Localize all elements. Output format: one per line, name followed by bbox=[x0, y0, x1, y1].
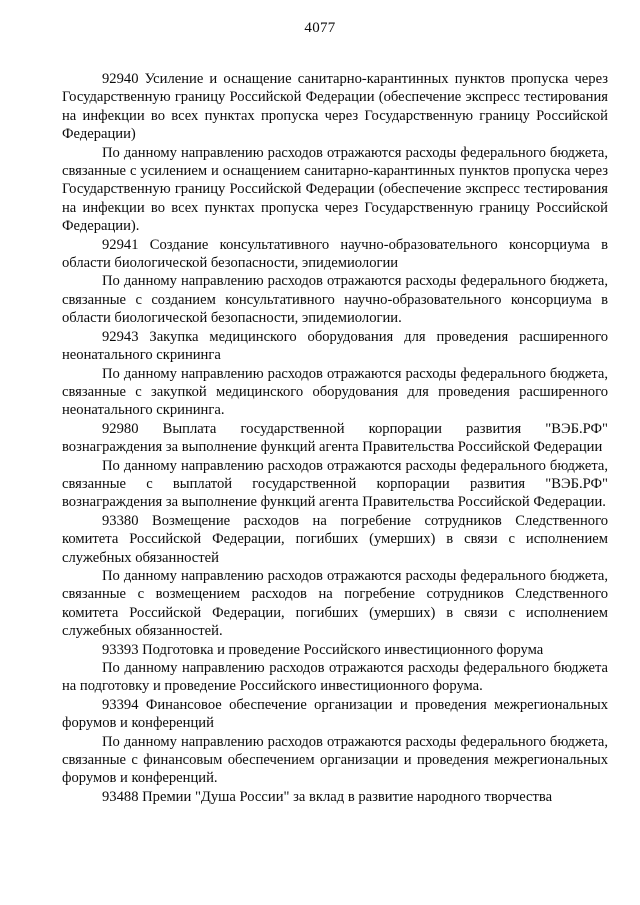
budget-entry-92980: 92980 Выплата государственной корпорации развития "ВЭБ.РФ" вознаграждения за выполнение функций агента Правительства Российской Федерации bbox=[62, 420, 608, 456]
description-93393: По данному направлению расходов отражаются расходы федерального бюджета на подготовку и проведение Российского инвестиционного форума. bbox=[62, 660, 608, 695]
budget-entry-92940: 92940 Усиление и оснащение санитарно-карантинных пунктов пропуска через Государственную границу Российской Федерации (обеспечение экспресс тестирования на инфекции во всех пунктах пропуска через Государственную границу Российской Федерации) bbox=[62, 71, 608, 143]
description-92941: По данному направлению расходов отражаются расходы федерального бюджета, связанные с созданием консультативного научно-образовательного консорциума в области биологической безопасности, эпидемиологии. bbox=[62, 273, 608, 327]
budget-entry-93380: 93380 Возмещение расходов на погребение сотрудников Следственного комитета Российской Федерации, погибших (умерших) в связи с исполнением служебных обязанностей bbox=[62, 512, 608, 566]
budget-entry-93394: 93394 Финансовое обеспечение организации и проведения межрегиональных форумов и конференций bbox=[62, 696, 608, 732]
document-body bbox=[62, 70, 608, 806]
description-92943: По данному направлению расходов отражаются расходы федерального бюджета, связанные с закупкой медицинского оборудования для проведения расширенного неонатального скрининга. bbox=[62, 365, 608, 419]
description-93380: По данному направлению расходов отражаются расходы федерального бюджета, связанные с возмещением расходов на погребение сотрудников Следственного комитета Российской Федерации, погибших (умерших) в связи с исполнением служебных обязанностей. bbox=[62, 567, 608, 640]
budget-entry-92941: 92941 Создание консультативного научно-образовательного консорциума в области биологической безопасности, эпидемиологии bbox=[62, 236, 608, 272]
description-92980: По данному направлению расходов отражаются расходы федерального бюджета, связанные с выплатой государственной корпорации развития "ВЭБ.РФ" вознаграждения за выполнение функций агента Правительства Российской Федерации. bbox=[62, 457, 608, 511]
description-93394: По данному направлению расходов отражаются расходы федерального бюджета, связанные с финансовым обеспечением организации и проведения межрегиональных форумов и конференций. bbox=[62, 733, 608, 787]
page-number: 4077 bbox=[304, 20, 336, 36]
description-92940: По данному направлению расходов отражаются расходы федерального бюджета, связанные с усилением и оснащением санитарно-карантинных пунктов пропуска через Государственную границу Российской Федерации (обеспечение экспресс тестирования на инфекции во всех пунктах пропуска через Государственную границу Российской Федерации). bbox=[62, 144, 608, 235]
budget-entry-93488: 93488 Премии "Душа России" за вклад в развитие народного творчества bbox=[102, 788, 553, 805]
budget-entry-93393: 93393 Подготовка и проведение Российского инвестиционного форума bbox=[102, 641, 544, 658]
budget-entry-92943: 92943 Закупка медицинского оборудования для проведения расширенного неонатального скрининга bbox=[62, 328, 608, 364]
